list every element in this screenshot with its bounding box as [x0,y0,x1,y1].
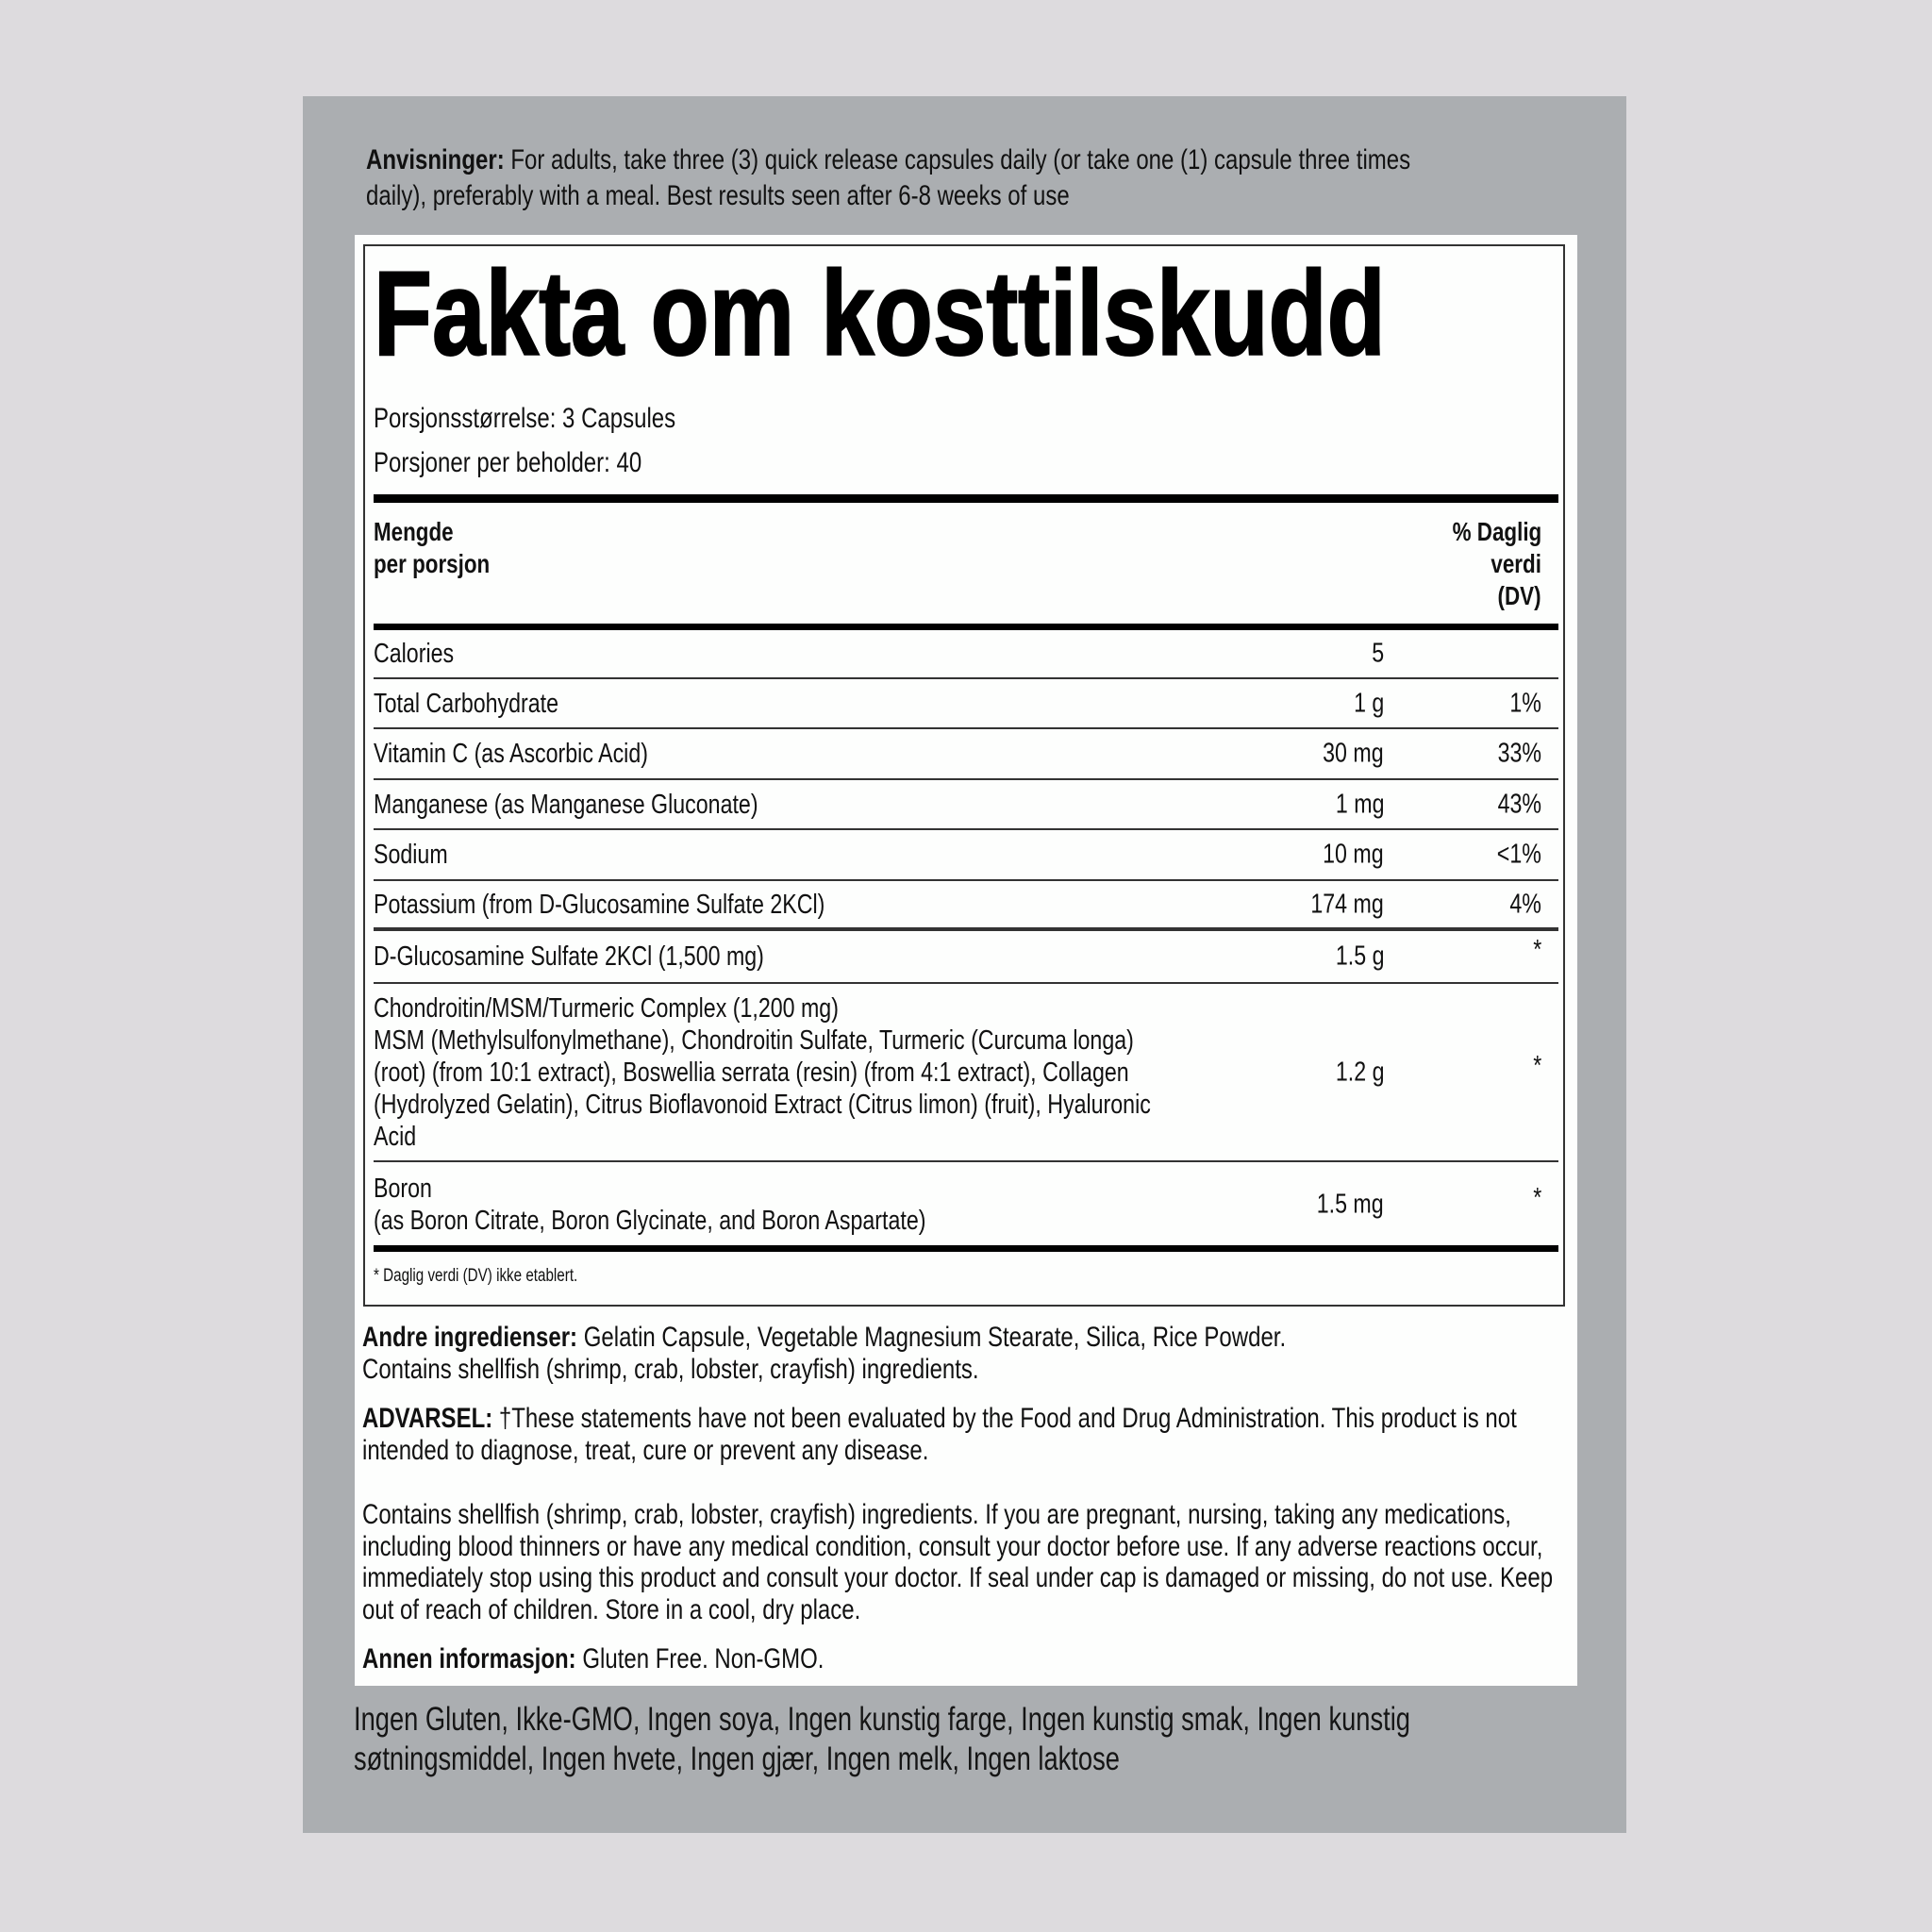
nutrient-row [374,1162,1558,1246]
nutrient-daily-value: * [1532,934,1541,965]
nutrient-amount: 30 mg [1323,738,1384,769]
free-from-list: Ingen Gluten, Ikke-GMO, Ingen soya, Ingen kunstig farge, Ingen kunstig smak, Ingen kunstig søtningsmiddel, Ingen hvete, Ingen gjær, Ingen melk, Ingen laktose [354,1701,1410,1777]
nutrient-row [374,729,1558,780]
nutrient-row [374,630,1558,679]
nutrient-amount: 1.5 mg [1317,1189,1384,1219]
nutrient-amount: 174 mg [1310,889,1384,919]
nutrient-amount: 1 mg [1335,789,1384,819]
warning: ADVARSEL: †These statements have not been evaluated by the Food and Drug Administration. This product is not intended to diagnose, treat, cure or prevent any disease. [362,1403,1517,1466]
nutrient-name: Boron (as Boron Citrate, Boron Glycinate, and Boron Aspartate) [374,1173,926,1236]
nutrient-name: Calories [374,639,455,669]
nutrient-name: Chondroitin/MSM/Turmeric Complex (1,200 mg) MSM (Methylsulfonylmethane), Chondroitin Sulfate, Turmeric (Curcuma longa) (root) (from 10:1 extract), Boswellia serrata (resin) (from 4:1 extract), Collagen (Hydrolyzed Gelatin), Citrus Bioflavonoid Extract (Citrus limon) (fruit), Hyaluronic Acid [374,992,1151,1152]
directions: Anvisninger: For adults, take three (3) quick release capsules daily (or take one (1) capsule three times daily), preferably with a meal. Best results seen after 6-8 weeks of use [366,142,1672,214]
other-info: Annen informasjon: Gluten Free. Non-GMO. [362,1643,824,1674]
nutrient-daily-value: 33% [1497,738,1541,769]
nutrient-row [374,881,1558,931]
amount-header: Mengde per porsjon [374,517,491,578]
facts-title: Fakta om kosttilskudd [374,246,1386,380]
serving-size: Porsjonsstørrelse: 3 Capsules [374,403,676,434]
nutrient-name: Total Carbohydrate [374,688,559,719]
nutrient-daily-value: <1% [1496,839,1541,870]
directions-label: Anvisninger: [366,144,505,175]
nutrient-name: Potassium (from D-Glucosamine Sulfate 2KCl) [374,889,825,920]
nutrient-amount: 1.5 g [1335,941,1384,972]
directions-line: daily), preferably with a meal. Best results seen after 6-8 weeks of use [366,180,1070,211]
nutrient-row [374,984,1558,1162]
nutrient-row [374,931,1558,984]
nutrient-amount: 10 mg [1323,839,1384,870]
footnote: * Daglig verdi (DV) ikke etablert. [374,1266,578,1286]
nutrient-name: Vitamin C (as Ascorbic Acid) [374,739,648,769]
nutrient-amount: 5 [1372,638,1384,669]
nutrient-amount: 1 g [1353,688,1384,718]
nutrient-name: Manganese (as Manganese Gluconate) [374,789,758,820]
nutrient-daily-value: 4% [1509,889,1541,919]
warning-paragraph: Contains shellfish (shrimp, crab, lobster, crayfish) ingredients. If you are pregnant, nursing, taking any medications, including blood thinners or have any medical condition, consult your doctor before use. If any adverse reactions occur, immediately stop using this product and consult your doctor. If seal under cap is damaged or missing, do not use. Keep out of reach of children. Store in a cool, dry place. [362,1499,1554,1626]
nutrient-row [374,679,1558,729]
servings-per-container: Porsjoner per beholder: 40 [374,447,642,478]
thick-divider [374,624,1558,630]
nutrient-table [374,630,1558,1246]
nutrient-name: Sodium [374,840,448,870]
nutrient-name: D-Glucosamine Sulfate 2KCl (1,500 mg) [374,941,764,972]
nutrient-daily-value: * [1532,1050,1541,1081]
nutrient-daily-value: 43% [1497,789,1541,819]
thick-divider [374,1245,1558,1252]
nutrient-daily-value: 1% [1509,688,1541,718]
nutrient-amount: 1.2 g [1335,1057,1384,1087]
thick-divider [374,494,1558,503]
nutrient-daily-value: * [1532,1182,1541,1213]
other-ingredients: Andre ingredienser: Gelatin Capsule, Vegetable Magnesium Stearate, Silica, Rice Powder. Contains shellfish (shrimp, crab, lobster, crayfish) ingredients. [362,1322,1287,1385]
nutrient-row [374,830,1558,881]
nutrient-row [374,780,1558,830]
dv-header: % Daglig verdi (DV) [1452,517,1541,610]
